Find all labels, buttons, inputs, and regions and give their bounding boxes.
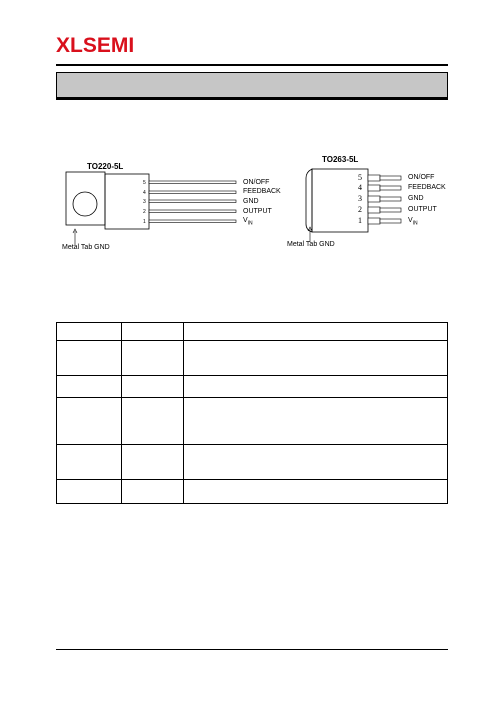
table-cell xyxy=(122,341,184,376)
table-cell xyxy=(184,398,448,445)
to263-pin-number: 5 xyxy=(358,173,362,182)
pin-description-table xyxy=(56,322,448,504)
pin-configuration-diagram xyxy=(0,0,500,300)
table-cell xyxy=(57,398,122,445)
to220-pin-number: 3 xyxy=(143,199,146,205)
table-row xyxy=(57,480,448,504)
to220-pin-name-vin xyxy=(243,217,253,227)
to263-pin-name: FEEDBACK xyxy=(408,184,446,191)
table-row xyxy=(57,341,448,376)
table-row xyxy=(57,445,448,480)
to220-package-label: TO220-5L xyxy=(87,162,124,171)
table-cell xyxy=(57,480,122,504)
to263-package-drawing xyxy=(306,169,401,242)
to220-pin-number: 1 xyxy=(143,219,146,225)
vin-main: V xyxy=(243,217,248,224)
table-cell xyxy=(57,376,122,398)
table-cell xyxy=(184,480,448,504)
to263-pin-name: ON/OFF xyxy=(408,174,435,181)
to220-pin-number: 4 xyxy=(143,190,146,196)
to263-pin-number: 3 xyxy=(358,194,362,203)
to220-pin-name: GND xyxy=(243,198,259,205)
table-row xyxy=(57,323,448,341)
footer-rule xyxy=(56,649,448,650)
table-row xyxy=(57,376,448,398)
to263-pin-number: 4 xyxy=(358,183,362,192)
to263-pin-name: GND xyxy=(408,195,424,202)
table-cell xyxy=(57,341,122,376)
to263-pin-name: OUTPUT xyxy=(408,206,437,213)
table-cell xyxy=(184,323,448,341)
to263-pin-number: 1 xyxy=(358,216,362,225)
table-cell xyxy=(57,445,122,480)
table-cell xyxy=(184,376,448,398)
table-cell xyxy=(184,341,448,376)
vin-subscript: IN xyxy=(247,220,253,227)
to220-pin-name: OUTPUT xyxy=(243,208,272,215)
to220-pin-name: FEEDBACK xyxy=(243,188,281,195)
table-cell xyxy=(184,445,448,480)
to263-pin-name-vin xyxy=(408,217,418,227)
table-row xyxy=(57,398,448,445)
table-cell xyxy=(122,323,184,341)
to220-metal-tab-label: Metal Tab GND xyxy=(62,244,110,251)
table-cell xyxy=(122,480,184,504)
vin-main: V xyxy=(408,217,413,224)
vin-subscript: IN xyxy=(412,220,418,227)
to220-pin-number: 2 xyxy=(143,209,146,215)
to263-pin-number: 2 xyxy=(358,205,362,214)
company-logo: XLSEMI xyxy=(56,34,135,57)
to263-package-label: TO263-5L xyxy=(322,155,359,164)
to263-metal-tab-label: Metal Tab GND xyxy=(287,241,335,248)
table-cell xyxy=(122,376,184,398)
table-cell xyxy=(122,445,184,480)
table-cell xyxy=(122,398,184,445)
table-cell xyxy=(57,323,122,341)
to220-pin-name: ON/OFF xyxy=(243,179,270,186)
to220-package-drawing xyxy=(66,172,236,245)
to220-pin-number: 5 xyxy=(143,180,146,186)
